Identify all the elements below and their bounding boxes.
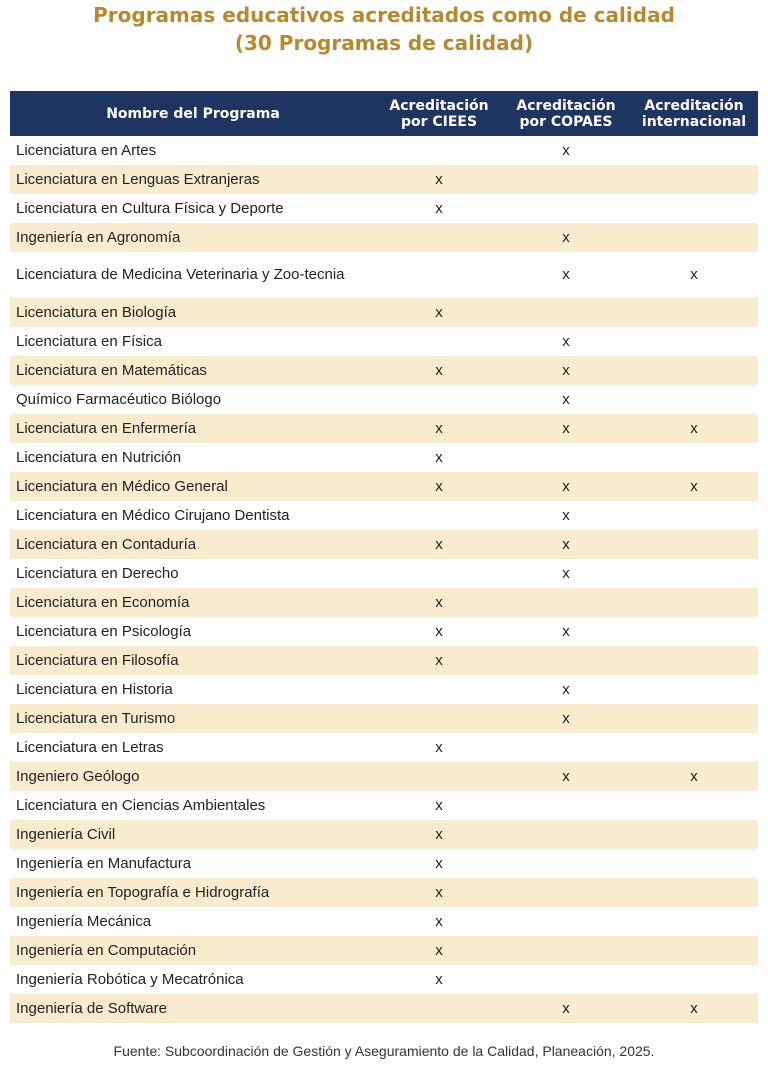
copaes-mark-cell (502, 194, 630, 223)
table-row (10, 762, 758, 791)
program-name-cell: Licenciatura en Psicología (10, 617, 376, 646)
ciees-mark-cell (376, 327, 502, 356)
program-name-cell: Ingeniería en Manufactura (10, 849, 376, 878)
copaes-mark-cell (502, 165, 630, 194)
international-mark-cell (630, 194, 758, 223)
table-row (10, 136, 758, 165)
ciees-mark-cell: x (376, 965, 502, 994)
ciees-mark-cell: x (376, 791, 502, 820)
copaes-mark-cell: x (502, 704, 630, 733)
copaes-mark-cell: x (502, 559, 630, 588)
copaes-mark-cell: x (502, 385, 630, 414)
ciees-mark-cell: x (376, 907, 502, 936)
header-international: Acreditación internacional (630, 91, 758, 136)
table-row (10, 472, 758, 501)
ciees-mark-cell: x (376, 298, 502, 327)
program-name-cell: Licenciatura en Cultura Física y Deporte (10, 194, 376, 223)
table-row (10, 849, 758, 878)
table-row (10, 675, 758, 704)
program-name-cell: Licenciatura en Turismo (10, 704, 376, 733)
table-header-row (10, 91, 758, 136)
table-row (10, 791, 758, 820)
program-name-cell: Licenciatura de Medicina Veterinaria y Zoo-tecnia (10, 252, 376, 298)
ciees-mark-cell: x (376, 849, 502, 878)
ciees-mark-cell: x (376, 617, 502, 646)
program-name-cell: Licenciatura en Filosofía (10, 646, 376, 675)
ciees-mark-cell: x (376, 443, 502, 472)
table-row (10, 385, 758, 414)
international-mark-cell (630, 443, 758, 472)
ciees-mark-cell: x (376, 472, 502, 501)
table-body (10, 136, 758, 1023)
international-mark-cell (630, 530, 758, 559)
copaes-mark-cell: x (502, 252, 630, 298)
page-title (0, 0, 768, 57)
table-row (10, 733, 758, 762)
table-row (10, 617, 758, 646)
copaes-mark-cell: x (502, 617, 630, 646)
source-note: Fuente: Subcoordinación de Gestión y Aseguramiento de la Calidad, Planeación, 2025. (113, 1043, 655, 1059)
ciees-mark-cell: x (376, 936, 502, 965)
table-row (10, 443, 758, 472)
header-program: Nombre del Programa (10, 91, 376, 136)
international-mark-cell (630, 675, 758, 704)
copaes-mark-cell: x (502, 136, 630, 165)
international-mark-cell (630, 878, 758, 907)
copaes-mark-cell (502, 443, 630, 472)
ciees-mark-cell: x (376, 820, 502, 849)
header-ciees: Acreditación por CIEES (376, 91, 502, 136)
program-name-cell: Licenciatura en Física (10, 327, 376, 356)
copaes-mark-cell (502, 936, 630, 965)
international-mark-cell (630, 617, 758, 646)
table-row (10, 414, 758, 443)
copaes-mark-cell (502, 646, 630, 675)
table-row (10, 356, 758, 385)
program-name-cell: Ingeniería Civil (10, 820, 376, 849)
international-mark-cell: x (630, 762, 758, 791)
copaes-mark-cell: x (502, 223, 630, 252)
program-name-cell: Licenciatura en Enfermería (10, 414, 376, 443)
program-name-cell: Ingeniería Mecánica (10, 907, 376, 936)
international-mark-cell (630, 733, 758, 762)
international-mark-cell (630, 356, 758, 385)
copaes-mark-cell (502, 849, 630, 878)
table-row (10, 194, 758, 223)
ciees-mark-cell: x (376, 194, 502, 223)
program-name-cell: Ingeniería Robótica y Mecatrónica (10, 965, 376, 994)
program-name-cell: Licenciatura en Matemáticas (10, 356, 376, 385)
table-row (10, 559, 758, 588)
international-mark-cell (630, 136, 758, 165)
program-name-cell: Licenciatura en Biología (10, 298, 376, 327)
ciees-mark-cell: x (376, 878, 502, 907)
international-mark-cell (630, 165, 758, 194)
ciees-mark-cell (376, 252, 502, 298)
ciees-mark-cell: x (376, 646, 502, 675)
ciees-mark-cell (376, 675, 502, 704)
program-name-cell: Licenciatura en Ciencias Ambientales (10, 791, 376, 820)
program-name-cell: Ingeniero Geólogo (10, 762, 376, 791)
copaes-mark-cell (502, 820, 630, 849)
table-row (10, 501, 758, 530)
program-name-cell: Licenciatura en Médico General (10, 472, 376, 501)
table-row (10, 704, 758, 733)
program-name-cell: Ingeniería de Software (10, 994, 376, 1023)
table-row (10, 327, 758, 356)
table-row (10, 298, 758, 327)
copaes-mark-cell: x (502, 530, 630, 559)
table-row (10, 588, 758, 617)
copaes-mark-cell (502, 907, 630, 936)
international-mark-cell: x (630, 414, 758, 443)
program-name-cell: Licenciatura en Letras (10, 733, 376, 762)
international-mark-cell (630, 820, 758, 849)
ciees-mark-cell: x (376, 165, 502, 194)
table-row (10, 936, 758, 965)
copaes-mark-cell (502, 878, 630, 907)
ciees-mark-cell (376, 994, 502, 1023)
table-row (10, 646, 758, 675)
ciees-mark-cell: x (376, 530, 502, 559)
ciees-mark-cell: x (376, 588, 502, 617)
international-mark-cell (630, 791, 758, 820)
table-row (10, 994, 758, 1023)
title-line-1: Programas educativos acreditados como de calidad (93, 3, 675, 27)
table-row (10, 223, 758, 252)
international-mark-cell (630, 501, 758, 530)
copaes-mark-cell (502, 588, 630, 617)
copaes-mark-cell: x (502, 356, 630, 385)
table-row (10, 878, 758, 907)
ciees-mark-cell: x (376, 733, 502, 762)
international-mark-cell (630, 704, 758, 733)
program-name-cell: Licenciatura en Derecho (10, 559, 376, 588)
copaes-mark-cell (502, 965, 630, 994)
copaes-mark-cell: x (502, 414, 630, 443)
program-name-cell: Licenciatura en Lenguas Extranjeras (10, 165, 376, 194)
international-mark-cell (630, 385, 758, 414)
table-row (10, 530, 758, 559)
copaes-mark-cell: x (502, 675, 630, 704)
ciees-mark-cell (376, 501, 502, 530)
table-row (10, 907, 758, 936)
international-mark-cell (630, 223, 758, 252)
copaes-mark-cell: x (502, 327, 630, 356)
ciees-mark-cell (376, 704, 502, 733)
copaes-mark-cell (502, 733, 630, 762)
accreditation-table (10, 91, 758, 1023)
international-mark-cell: x (630, 252, 758, 298)
table-row (10, 820, 758, 849)
program-name-cell: Licenciatura en Artes (10, 136, 376, 165)
international-mark-cell: x (630, 472, 758, 501)
program-name-cell: Licenciatura en Contaduría (10, 530, 376, 559)
program-name-cell: Licenciatura en Economía (10, 588, 376, 617)
international-mark-cell (630, 907, 758, 936)
copaes-mark-cell: x (502, 472, 630, 501)
program-name-cell: Licenciatura en Médico Cirujano Dentista (10, 501, 376, 530)
international-mark-cell (630, 965, 758, 994)
table-row (10, 165, 758, 194)
ciees-mark-cell (376, 559, 502, 588)
international-mark-cell (630, 327, 758, 356)
copaes-mark-cell (502, 298, 630, 327)
program-name-cell: Ingeniería en Agronomía (10, 223, 376, 252)
international-mark-cell (630, 646, 758, 675)
copaes-mark-cell: x (502, 762, 630, 791)
international-mark-cell (630, 936, 758, 965)
program-name-cell: Ingeniería en Topografía e Hidrografía (10, 878, 376, 907)
ciees-mark-cell (376, 385, 502, 414)
international-mark-cell (630, 588, 758, 617)
program-name-cell: Licenciatura en Nutrición (10, 443, 376, 472)
copaes-mark-cell: x (502, 994, 630, 1023)
table-row (10, 965, 758, 994)
ciees-mark-cell: x (376, 414, 502, 443)
header-copaes: Acreditación por COPAES (502, 91, 630, 136)
program-name-cell: Licenciatura en Historia (10, 675, 376, 704)
title-line-2: (30 Programas de calidad) (234, 31, 534, 55)
international-mark-cell (630, 849, 758, 878)
international-mark-cell (630, 298, 758, 327)
international-mark-cell (630, 559, 758, 588)
ciees-mark-cell (376, 762, 502, 791)
program-name-cell: Químico Farmacéutico Biólogo (10, 385, 376, 414)
international-mark-cell: x (630, 994, 758, 1023)
ciees-mark-cell (376, 223, 502, 252)
copaes-mark-cell: x (502, 501, 630, 530)
program-name-cell: Ingeniería en Computación (10, 936, 376, 965)
ciees-mark-cell: x (376, 356, 502, 385)
ciees-mark-cell (376, 136, 502, 165)
copaes-mark-cell (502, 791, 630, 820)
table-row (10, 252, 758, 298)
